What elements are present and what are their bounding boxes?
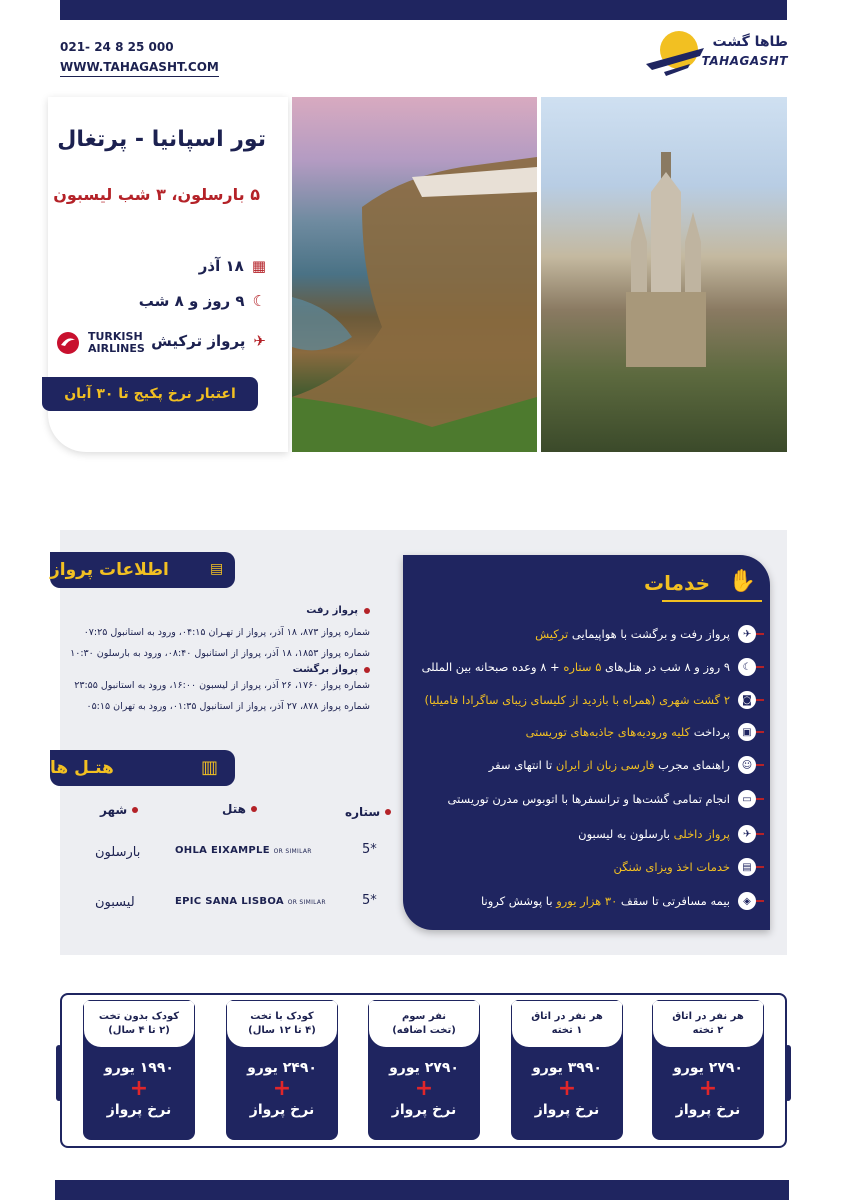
price-card-label (226, 1000, 338, 1048)
hotel-header-label: هتل (222, 802, 246, 816)
bullet-dot (364, 608, 370, 614)
return-flight-2: شماره پرواز ۸۷۸، ۲۷ آذر، پرواز از استانبول ۰۱:۳۵، ورود به تهران ۰۵:۱۵ (86, 701, 370, 712)
tour-subtitle: ۵ بارسلون، ۳ شب لیسبون (53, 185, 260, 204)
tour-title: تور اسپانیا - پرتغال (57, 127, 266, 152)
service-text (448, 792, 731, 806)
tour-flight-row (151, 332, 266, 350)
service-text (481, 894, 730, 908)
return-label: پرواز برگشت (292, 664, 358, 675)
price-label-line2: (تخت اضافه) (392, 1025, 456, 1036)
price-label-line2: (۲ تا ۴ سال) (108, 1025, 170, 1036)
service-item (481, 892, 756, 910)
ticket-icon: ▣ (738, 723, 756, 741)
moon-sun-icon: ☾ (252, 292, 266, 310)
hotel-city: بارسلون (95, 845, 141, 860)
service-marker (756, 731, 764, 733)
airfare-label: نرخ پرواز (106, 1102, 172, 1118)
price-amount: ۳۹۹۰ یورو (532, 1060, 602, 1076)
visa-icon: ▤ (738, 858, 756, 876)
service-highlight: ۵ ستاره (563, 660, 602, 674)
service-text (614, 860, 730, 874)
tour-info-card (48, 97, 288, 452)
top-bar (60, 0, 787, 20)
airline-logo-line1: TURKISH (88, 330, 143, 343)
service-marker (756, 764, 764, 766)
services-title: خدمات (644, 571, 710, 595)
service-item (578, 825, 756, 843)
logo-mark-icon (646, 30, 706, 76)
service-text-part: + ۸ وعده صبحانه بین المللی (421, 660, 564, 674)
website-link[interactable]: WWW.TAHAGASHT.COM (60, 60, 219, 77)
frame-side-tab (785, 1045, 791, 1101)
barcelona-cathedral-photo (541, 97, 787, 452)
stars-header-label: ستاره (345, 805, 381, 819)
outbound-label: پرواز رفت (306, 605, 358, 616)
bed-icon: ☾ (738, 658, 756, 676)
price-label-line2: ۱ تخته (551, 1025, 583, 1036)
service-highlight: فارسی زبان از ایران (555, 758, 655, 772)
service-text-part: راهنمای مجرب (654, 758, 730, 772)
price-card (83, 1000, 195, 1140)
return-label-row (80, 664, 370, 675)
price-validity-badge: اعتبار نرخ پکیج تا ۳۰ آبان (42, 377, 258, 411)
airfare-label: نرخ پرواز (249, 1102, 315, 1118)
service-marker (756, 666, 764, 668)
price-card (652, 1000, 764, 1140)
plus-icon: + (129, 1076, 149, 1101)
service-marker (756, 633, 764, 635)
bullet-dot (251, 806, 257, 812)
camera-icon: ◙ (738, 691, 756, 709)
service-highlight: پرواز داخلی (673, 827, 730, 841)
hotel-header-city (100, 803, 138, 817)
service-text-part: بارسلون به لیسبون (578, 827, 674, 841)
portugal-coast-photo (292, 97, 537, 452)
hotel-name-text: EPIC SANA LISBOA (175, 896, 284, 907)
guide-icon: ☺ (738, 756, 756, 774)
service-text (578, 827, 730, 841)
hotel-similar-note: OR SIMILAR (273, 848, 312, 855)
plane-icon: ✈ (738, 625, 756, 643)
flight-info-body (70, 603, 370, 717)
cathedral-illustration (621, 152, 711, 367)
plus-icon: + (698, 1076, 718, 1101)
price-card (226, 1000, 338, 1140)
hotel-city: لیسبون (95, 895, 135, 910)
hotel-header-hotel (222, 802, 257, 816)
document-icon: ▤ (210, 561, 224, 577)
service-highlight: ۳۰ هزار یورو (556, 894, 618, 908)
service-text-part: انجام تمامی گشت‌ها و ترانسفرها با اتوبوس مدرن توریستی (447, 792, 730, 806)
outbound-flight-1: شماره پرواز ۸۷۳، ۱۸ آذر، پرواز از تهـران ۰۴:۱۵، ورود به استانبول ۰۷:۲۵ (83, 627, 370, 638)
hotel-similar-note: OR SIMILAR (287, 899, 326, 906)
service-item (422, 658, 756, 676)
service-item (424, 691, 756, 709)
service-text-part: پرداخت (690, 725, 730, 739)
outbound-label-row (80, 605, 370, 616)
price-card-label (368, 1000, 480, 1048)
price-amount: ۲۷۹۰ یورو (673, 1060, 743, 1076)
price-label-line2: ۲ تخته (692, 1025, 724, 1036)
airfare-label: نرخ پرواز (675, 1102, 741, 1118)
price-card-label (83, 1000, 195, 1048)
service-text (526, 725, 730, 739)
price-label-line1: نفر سوم (401, 1011, 447, 1022)
plane-icon: ✈ (253, 332, 266, 350)
service-marker (756, 866, 764, 868)
tour-date: ۱۸ آذر (198, 257, 244, 275)
tour-date-row (199, 257, 266, 275)
service-item (614, 858, 756, 876)
price-label-line1: هر نفر در اتاق (672, 1011, 744, 1022)
service-text (489, 758, 730, 772)
plane-icon: ✈ (738, 825, 756, 843)
return-flight-1: شماره پرواز ۱۷۶۰، ۲۶ آذر، پرواز از لیسبون ۱۶:۰۰، ورود به استانبول ۲۳:۵۵ (74, 680, 370, 691)
turkish-airlines-logo (88, 331, 145, 355)
service-item (535, 625, 756, 643)
service-marker (756, 699, 764, 701)
coast-illustration (292, 97, 537, 452)
service-marker (756, 900, 764, 902)
airfare-label: نرخ پرواز (534, 1102, 600, 1118)
service-item (489, 756, 756, 774)
service-text-part: تا انتهای سفر (488, 758, 556, 772)
plus-icon: + (272, 1076, 292, 1101)
service-item (448, 790, 757, 808)
bus-icon: ▭ (738, 790, 756, 808)
service-text (424, 693, 730, 707)
hotel-header-stars (345, 805, 391, 819)
tour-flight: پرواز ترکیش (151, 332, 246, 350)
calendar-icon: ▦ (251, 257, 266, 275)
tour-duration-row (139, 292, 266, 310)
service-text-part: ۹ روز و ۸ شب در هتل‌های (601, 660, 730, 674)
price-card-label (652, 1000, 764, 1048)
shield-icon: ◈ (738, 892, 756, 910)
bullet-dot (385, 809, 391, 815)
bullet-dot (364, 667, 370, 673)
turkish-airlines-emblem-icon (56, 331, 80, 355)
tahagasht-logo (646, 30, 788, 76)
service-highlight: کلیه ورودیه‌های جاذبه‌های توریستی (525, 725, 691, 739)
service-text-part: با پوشش کرونا (480, 894, 557, 908)
phone-number[interactable]: 021- 24 8 25 000 (60, 40, 174, 54)
price-label-line2: (۴ تا ۱۲ سال) (248, 1025, 316, 1036)
logo-text-en: TAHAGASHT (701, 54, 788, 68)
hotel-name-text: OHLA EIXAMPLE (175, 845, 270, 856)
flight-info-title: اطلاعات پرواز (50, 560, 169, 580)
service-marker (756, 798, 764, 800)
flight-info-header (50, 552, 235, 588)
price-amount: ۱۹۹۰ یورو (104, 1060, 174, 1076)
city-header-label: شهر (100, 803, 128, 817)
service-text-part: بیمه مسافرتی تا سقف (617, 894, 730, 908)
price-amount: ۲۷۹۰ یورو (389, 1060, 459, 1076)
services-box (403, 555, 770, 930)
hotel-stars: 5* (362, 842, 377, 857)
service-highlight: ترکیش (535, 627, 569, 641)
hand-coin-icon: ✋ (728, 569, 756, 594)
service-text-part: پرواز رفت و برگشت با هواپیمایی (568, 627, 730, 641)
hotels-title: هتـل ها (50, 758, 114, 778)
price-label-line1: کودک بدون تخت (98, 1011, 180, 1022)
airline-logo-line2: AIRLINES (88, 342, 145, 355)
hotel-name (175, 896, 326, 907)
service-highlight: ۲ گشت شهری (همراه با بازدید از کلیسای زیبای ساگرادا فامیلیا) (424, 693, 730, 707)
price-label-line1: هر نفر در اتاق (531, 1011, 603, 1022)
price-label-line1: کودک با تخت (250, 1011, 314, 1022)
hotel-name (175, 845, 312, 856)
service-marker (756, 833, 764, 835)
tour-duration: ۹ روز و ۸ شب (138, 292, 245, 310)
bottom-bar (55, 1180, 789, 1200)
plus-icon: + (414, 1076, 434, 1101)
price-card (368, 1000, 480, 1140)
service-text (422, 660, 730, 674)
plus-icon: + (557, 1076, 577, 1101)
services-title-underline (662, 600, 762, 602)
hotel-stars: 5* (362, 893, 377, 908)
outbound-flight-2: شماره پرواز ۱۸۵۳، ۱۸ آذر، پرواز از استانبول ۰۸:۴۰، ورود به بارسلون ۱۰:۳۰ (70, 648, 370, 659)
price-card-label (511, 1000, 623, 1048)
airfare-label: نرخ پرواز (391, 1102, 457, 1118)
price-card (511, 1000, 623, 1140)
building-icon: ▥ (201, 757, 219, 778)
service-text (535, 627, 730, 641)
logo-text-fa: طاها گشت (712, 34, 788, 50)
service-item (526, 723, 756, 741)
frame-side-tab (56, 1045, 62, 1101)
price-amount: ۲۴۹۰ یورو (247, 1060, 317, 1076)
service-highlight: خدمات اخذ ویزای شنگن (613, 860, 730, 874)
bullet-dot (132, 807, 138, 813)
